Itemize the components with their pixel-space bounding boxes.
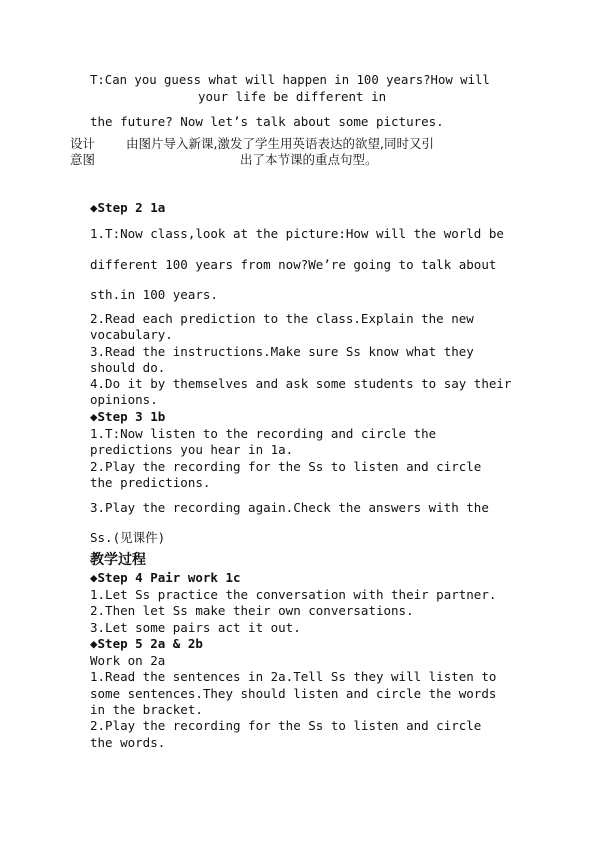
design-intent-label-bottom: 意图 — [70, 152, 96, 167]
step3-line: Ss.(见课件) — [90, 530, 166, 545]
step2-line: 2.Read each prediction to the class.Explain the new — [90, 311, 474, 326]
step5-line: 2.Play the recording for the Ss to listen and circle — [90, 718, 482, 733]
step3-line: 3.Play the recording again.Check the answers with the — [90, 500, 489, 515]
step2-line: opinions. — [90, 392, 158, 407]
step4-line: 1.Let Ss practice the conversation with their partner. — [90, 587, 497, 602]
step2-heading: ◆Step 2 1a — [90, 200, 166, 215]
step5-line: 1.Read the sentences in 2a.Tell Ss they will listen to — [90, 669, 497, 684]
step2-line: 3.Read the instructions.Make sure Ss know what they — [90, 344, 474, 359]
step3-line: 1.T:Now listen to the recording and circle the — [90, 426, 437, 441]
step2-line: vocabulary. — [90, 327, 173, 342]
step5-line: the words. — [90, 735, 166, 750]
step5-line: some sentences.They should listen and circle the words — [90, 686, 497, 701]
step2-line: different 100 years from now?We’re going to talk about — [90, 257, 497, 272]
intro-line-1: T:Can you guess what will happen in 100 years?How will — [90, 73, 490, 87]
design-intent-text-1: 由图片导入新课,激发了学生用英语表达的欲望,同时又引 — [126, 136, 434, 151]
intro-line-3: the future? Now let’s talk about some pictures. — [90, 114, 444, 129]
section-title: 教学过程 — [90, 552, 146, 568]
step2-line: 1.T:Now class,look at the picture:How will the world be — [90, 226, 504, 241]
step3-line: 2.Play the recording for the Ss to listen and circle — [90, 459, 482, 474]
step2-line: should do. — [90, 360, 166, 375]
step3-line: predictions you hear in 1a. — [90, 442, 294, 457]
step5-subheading: Work on 2a — [90, 653, 166, 668]
step4-line: 2.Then let Ss make their own conversations. — [90, 603, 414, 618]
design-intent-label-top: 设计 — [70, 136, 96, 151]
step4-heading: ◆Step 4 Pair work 1c — [90, 570, 241, 585]
step2-line: 4.Do it by themselves and ask some students to say their — [90, 376, 512, 391]
step5-heading: ◆Step 5 2a & 2b — [90, 636, 203, 651]
design-intent-text-2: 出了本节课的重点句型。 — [240, 152, 378, 167]
intro-line-2: your life be different in — [198, 89, 387, 104]
step4-line: 3.Let some pairs act it out. — [90, 620, 301, 635]
step5-line: in the bracket. — [90, 702, 203, 717]
step3-line: the predictions. — [90, 475, 211, 490]
step2-line: sth.in 100 years. — [90, 287, 218, 302]
step3-heading: ◆Step 3 1b — [90, 409, 166, 424]
